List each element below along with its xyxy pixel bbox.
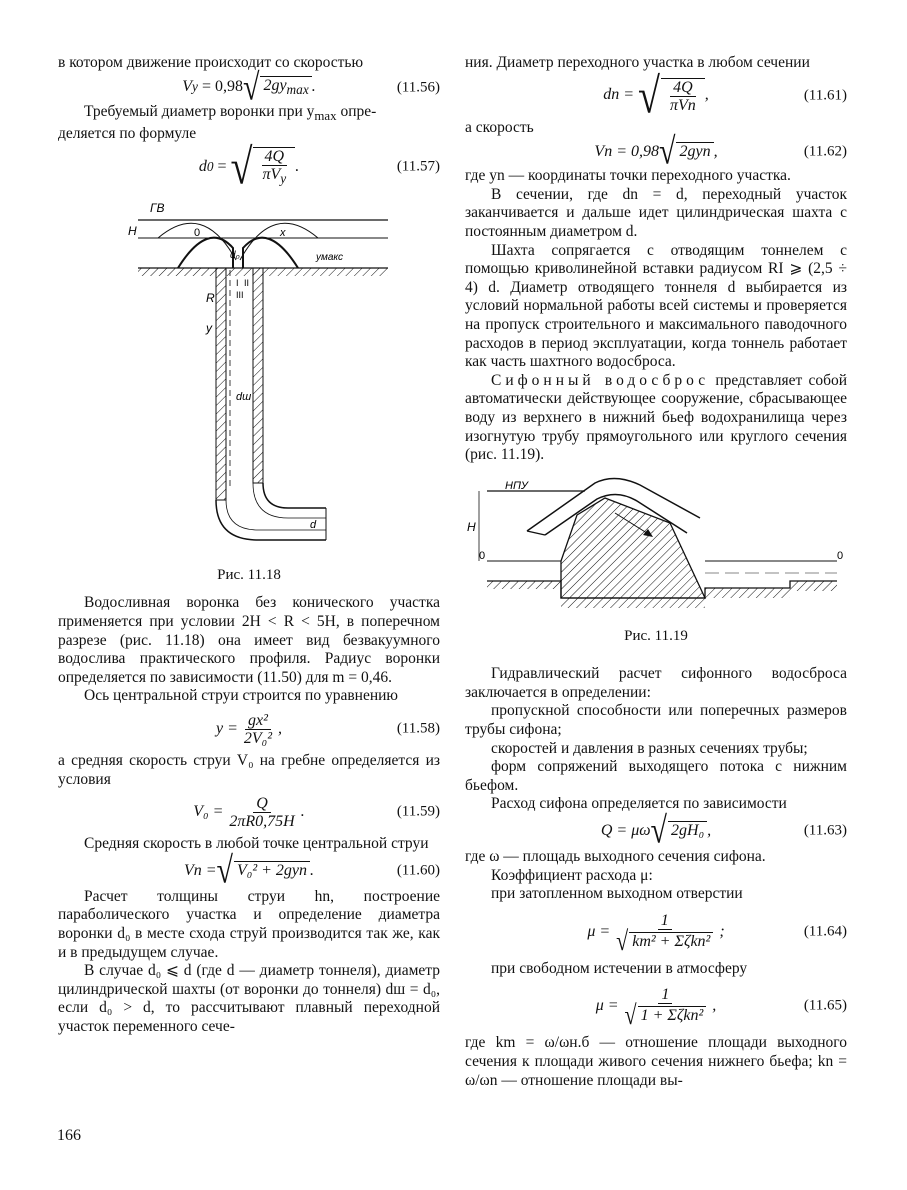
label-o: 0 — [194, 226, 201, 239]
equation-number: (11.59) — [396, 803, 440, 820]
paragraph: при затопленном выходном отверстии — [491, 885, 743, 903]
label-ymax: yмакс — [316, 251, 344, 263]
paragraph: в котором движение происходит со скоростью — [58, 54, 364, 71]
right-column — [465, 54, 847, 1090]
paragraph: где ω — площадь выходного сечения сифона. — [465, 848, 766, 866]
left-column — [58, 54, 440, 1037]
equation-11-63: Q = μω √ 2gH₀ , (11.63) — [600, 809, 847, 852]
paragraph: где km = ω/ωн.б — отношение площади выходного сечения к площади живого сечения нижнего бьефа; kn = ω/ωn — отношение площади вы- — [465, 1034, 847, 1089]
label-h: H — [467, 519, 476, 534]
paragraph: Водосливная воронка без конического участка применяется при условии 2H < R < 5H, в поперечном разрезе (рис. 11.18) она имеет вид безвакуумного водослива практического профиля. Радиус воронки определяется по зависимости (11.50) для m = 0,46. — [58, 594, 440, 686]
equation-number: (11.64) — [803, 923, 847, 940]
page-number: 166 — [57, 1127, 81, 1144]
equation-number: (11.57) — [396, 158, 440, 175]
equation-number: (11.65) — [803, 998, 847, 1015]
paragraph: Коэффициент расхода μ: — [491, 866, 653, 884]
paragraph: ния. Диаметр переходного участка в любом сечении — [465, 54, 810, 71]
equation-11-61: dn = √ $\frac{4Q}{\text{πVn}}$ , (11.61) — [603, 66, 847, 124]
paragraph: Расчет толщины струи hn, построение параболического участка и определение диаметра воронки d₀ в месте схода струй производится так же, как и в предыдущем случае. — [58, 887, 440, 961]
equation-number: (11.63) — [803, 822, 847, 839]
shaft-spillway-diagram — [58, 190, 440, 560]
paragraph: В сечении, где dn = d, переходный участок заканчивается и дальше идет цилиндрическая шахта с постоянным диаметром d. — [465, 185, 847, 240]
figure-11-19 — [465, 473, 847, 621]
label-i: I — [236, 277, 239, 288]
equation-11-65: μ = 1 √ 1 + Σζkn² , (11.65) — [595, 986, 847, 1031]
label-o-left: 0 — [479, 549, 486, 562]
equation-11-64: μ = 1 √ km² + Σζkn² ; (11.64) — [587, 911, 847, 956]
label-npu: НПУ — [505, 479, 528, 492]
paragraph: Гидравлический расчет сифонного водосброса заключается в определении: — [465, 665, 847, 701]
figure-caption: Рис. 11.18 — [217, 566, 281, 583]
figure-caption: Рис. 11.19 — [624, 627, 688, 644]
paragraph: Ось центральной струи строится по уравнению — [84, 687, 398, 705]
equation-11-57: d 0 = √ $\frac{4Q}{\pi V_y}$ . (11.57) — [198, 138, 440, 195]
paragraph: форм сопряжений выходящего потока с нижним бьефом. — [465, 758, 847, 794]
label-iii: III — [236, 289, 244, 300]
label-gv: ГВ — [150, 200, 165, 215]
paragraph: Расход сифона определяется по зависимости — [491, 795, 787, 813]
siphon-spillway-diagram — [465, 473, 847, 621]
equation-11-59: V₀ = $\frac{Q}{2\pi R0,75H}$ . (11.59) — [193, 794, 440, 830]
label-r: R — [206, 290, 215, 305]
paragraph: а средняя скорость струи V₀ на гребне определяется из условия — [58, 752, 440, 788]
paragraph: Требуемый диаметр воронки при $y_{max}$ опре- — [84, 102, 377, 123]
label-d0: d₀ — [230, 249, 240, 261]
label-o-right: 0 — [837, 549, 844, 562]
equation-number: (11.56) — [396, 79, 440, 96]
paragraph: пропускной способности или поперечных размеров трубы сифона; — [465, 702, 847, 739]
label-x: x — [280, 226, 286, 239]
radical: √ $2gy_{max}$ — [243, 73, 312, 103]
paragraph: Шахта сопрягается с отводящим тоннелем с помощью криволинейной вставки радиусом RI ⩾ (2,5 ÷ 4) d. Диаметр отводящего тоннеля d выбирается из условий нормальной работы всей системы и проверяется на пропуск строительного и максимального паводочного расходов в период эксплуатации, когда тоннель работает как часть шахтного водосброса. — [465, 241, 847, 371]
equation-number: (11.61) — [803, 87, 847, 104]
equation-number: (11.62) — [803, 143, 847, 160]
paragraph: а скорость — [465, 118, 534, 136]
equation-11-62: Vn = 0,98 √ 2gyn , (11.62) — [594, 130, 847, 173]
paragraph: деляется по формуле — [58, 125, 197, 143]
label-d: d — [310, 518, 317, 531]
equation-number: (11.60) — [396, 862, 440, 879]
radical: √ $\frac{4Q}{\pi V_y}$ — [231, 147, 296, 187]
paragraph: скоростей и давления в разных сечениях трубы; — [491, 739, 808, 757]
paragraph: при свободном истечении в атмосферу — [491, 959, 748, 977]
figure-11-18 — [58, 190, 440, 560]
equation-11-56: V y = 0,98 √ $2gy_{max}$ . (11.56) — [182, 66, 440, 108]
paragraph: В случае d₀ ⩽ d (где d — диаметр тоннеля), диаметр цилиндрической шахты (от воронки до тоннеля) dш = d₀, если d₀ > d, то рассчитывают плавный переходной участок переменного сече- — [58, 962, 440, 1035]
label-ii: II — [244, 277, 250, 288]
label-dsh: dш — [236, 390, 252, 403]
equation-11-58: y = $\frac{\text{gx²}}{\text{2V₀²}}$ , (11.58) — [215, 711, 440, 747]
label-y: y — [206, 320, 212, 335]
paragraph: где yn — координаты точки переходного участка. — [465, 167, 791, 185]
equation-11-60: Vn = √ V₀² + 2gyn . (11.60) — [183, 849, 440, 891]
label-h: H — [128, 223, 137, 238]
paragraph: Сифонный водосброс представляет собой автоматически действующее сооружение, сбрасывающее воду из верхнего в нижний бьеф водохранилища через изогнутую трубу прямоугольного или круглого сечения (рис. 11.19). — [465, 371, 848, 464]
paragraph: Средняя скорость в любой точке центральной струи — [84, 835, 429, 853]
equation-number: (11.58) — [396, 720, 440, 737]
